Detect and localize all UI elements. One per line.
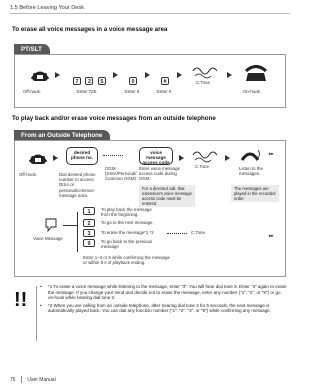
section2-title: To play back and/or erase voice messages from an outside telephone (12, 115, 216, 122)
key-hash: # (161, 77, 169, 85)
option-row (83, 207, 253, 219)
footer-divider (21, 376, 22, 383)
key-7: 7 (73, 77, 81, 85)
option-row (83, 229, 253, 239)
option-row (83, 239, 253, 251)
onhook-label: On-hook. (243, 89, 262, 94)
confirmation-tone-icon (191, 147, 217, 163)
option-key: 2 (83, 219, 95, 227)
ctone-label: C.Tone (195, 164, 209, 169)
ctone-dotted-line (167, 233, 187, 234)
directed-call-note: For a directed call, that extension's voice message access code must be entered. (139, 185, 195, 207)
outside-telephone-tab: From an Outside Telephone (14, 130, 110, 141)
desired-phone-no-box: desired phone no. (66, 147, 98, 165)
option-ctone-label: C.Tone (191, 230, 205, 235)
key-2: 2 (85, 77, 93, 85)
step-arrow (53, 155, 58, 161)
step-arrow (227, 72, 232, 78)
branch-line (77, 212, 78, 252)
continue-arrows: ▸▸ (269, 233, 274, 238)
section-header: 1.5 Before Leaving Your Desk (10, 5, 85, 11)
offhook-label: Off-hook. (23, 89, 41, 94)
step-arrow (55, 72, 60, 78)
dial-desired-label: Dial desired phone number to access DISA or personal/common message area. (59, 172, 96, 198)
listen-label: Listen to the messages. (239, 166, 263, 177)
branch-line (63, 225, 77, 226)
enter-code-label: Enter 725. (77, 89, 98, 94)
bullet: • (40, 302, 42, 308)
code-keys (73, 70, 106, 88)
step-arrow (177, 72, 182, 78)
enter-option-note: Enter 1–3 or 9 while confirming the message or within 5 s of playback ending. (83, 255, 170, 266)
continue-arrows: ▸▸ (269, 151, 274, 156)
step-arrow (225, 155, 230, 161)
voice-message-icon (43, 217, 59, 235)
confirmation-tone-icon (191, 63, 217, 79)
page-footer (10, 376, 56, 383)
ogm-dotted-line (103, 155, 123, 157)
offhook-handset-icon (27, 148, 49, 166)
attention-icon: !! (14, 289, 28, 311)
listening-handset-icon (239, 146, 263, 164)
played-order-note: The messages are played in the recorded order. (231, 185, 279, 202)
note-text: *1 To erase a voice message while listening to the message, enter "3". You will hear dial tone 3. Enter "3" again to erase the message. If you change your mind and decide not to erase the message, enter any number ("1", "2", or "9") or go on-hook while hearing dial tone 3. (48, 284, 287, 301)
note-item (40, 303, 288, 314)
option-text: To go back to the previous message (101, 239, 153, 250)
ctone-label: C.Tone (196, 80, 210, 85)
voice-message-access-code-box: voice message access code (139, 147, 173, 165)
step-arrow (179, 155, 184, 161)
bullet: • (40, 284, 42, 289)
option-text: To go to the next message. (101, 220, 154, 225)
ogm-label: OGM (DISA/Personal/ Common OGM) (105, 166, 137, 182)
offhook-handset-icon (29, 65, 51, 83)
key-0: 0 (129, 77, 137, 85)
voice-message-label: Voice Message (33, 236, 63, 241)
enter-hash-label: Enter #. (157, 89, 173, 94)
page-number: 76 (10, 376, 16, 383)
step-arrow (145, 72, 150, 78)
note-text: *2 When you are calling from an outside telephone, after hearing dial tone 3 for 5 seconds, the next message is automatically played back. You can dial any function number ("1", "2", "3", or "9") while confirming any message. (48, 302, 271, 314)
manual-name: User Manual (27, 376, 56, 383)
option-row (83, 219, 253, 229)
option-key: 3 (83, 229, 95, 237)
option-key: 1 (83, 207, 95, 215)
onhook-phone-icon (243, 63, 269, 83)
section2-panel (14, 140, 286, 277)
key-5: 5 (98, 77, 106, 85)
enter-zero-label: Enter 0. (125, 89, 141, 94)
header-rule (10, 13, 290, 14)
pt-slt-tab: PT/SLT (14, 44, 50, 55)
section1-title: To erase all voice messages in a voice message area (12, 26, 168, 33)
notes-list (40, 284, 288, 314)
option-text: To erase the message*1 *2 (101, 230, 154, 235)
notes-divider (36, 286, 37, 341)
option-key: 9 (83, 239, 95, 247)
step-arrow (113, 72, 118, 78)
section1-panel (14, 54, 286, 108)
offhook-label: Off-hook. (19, 172, 37, 177)
note-item (40, 284, 288, 301)
option-text: To play back the message from the beginning. (101, 207, 152, 218)
enter-vm-code-label: Enter voice message access code during OGM. (139, 166, 180, 182)
option-list (83, 207, 253, 251)
